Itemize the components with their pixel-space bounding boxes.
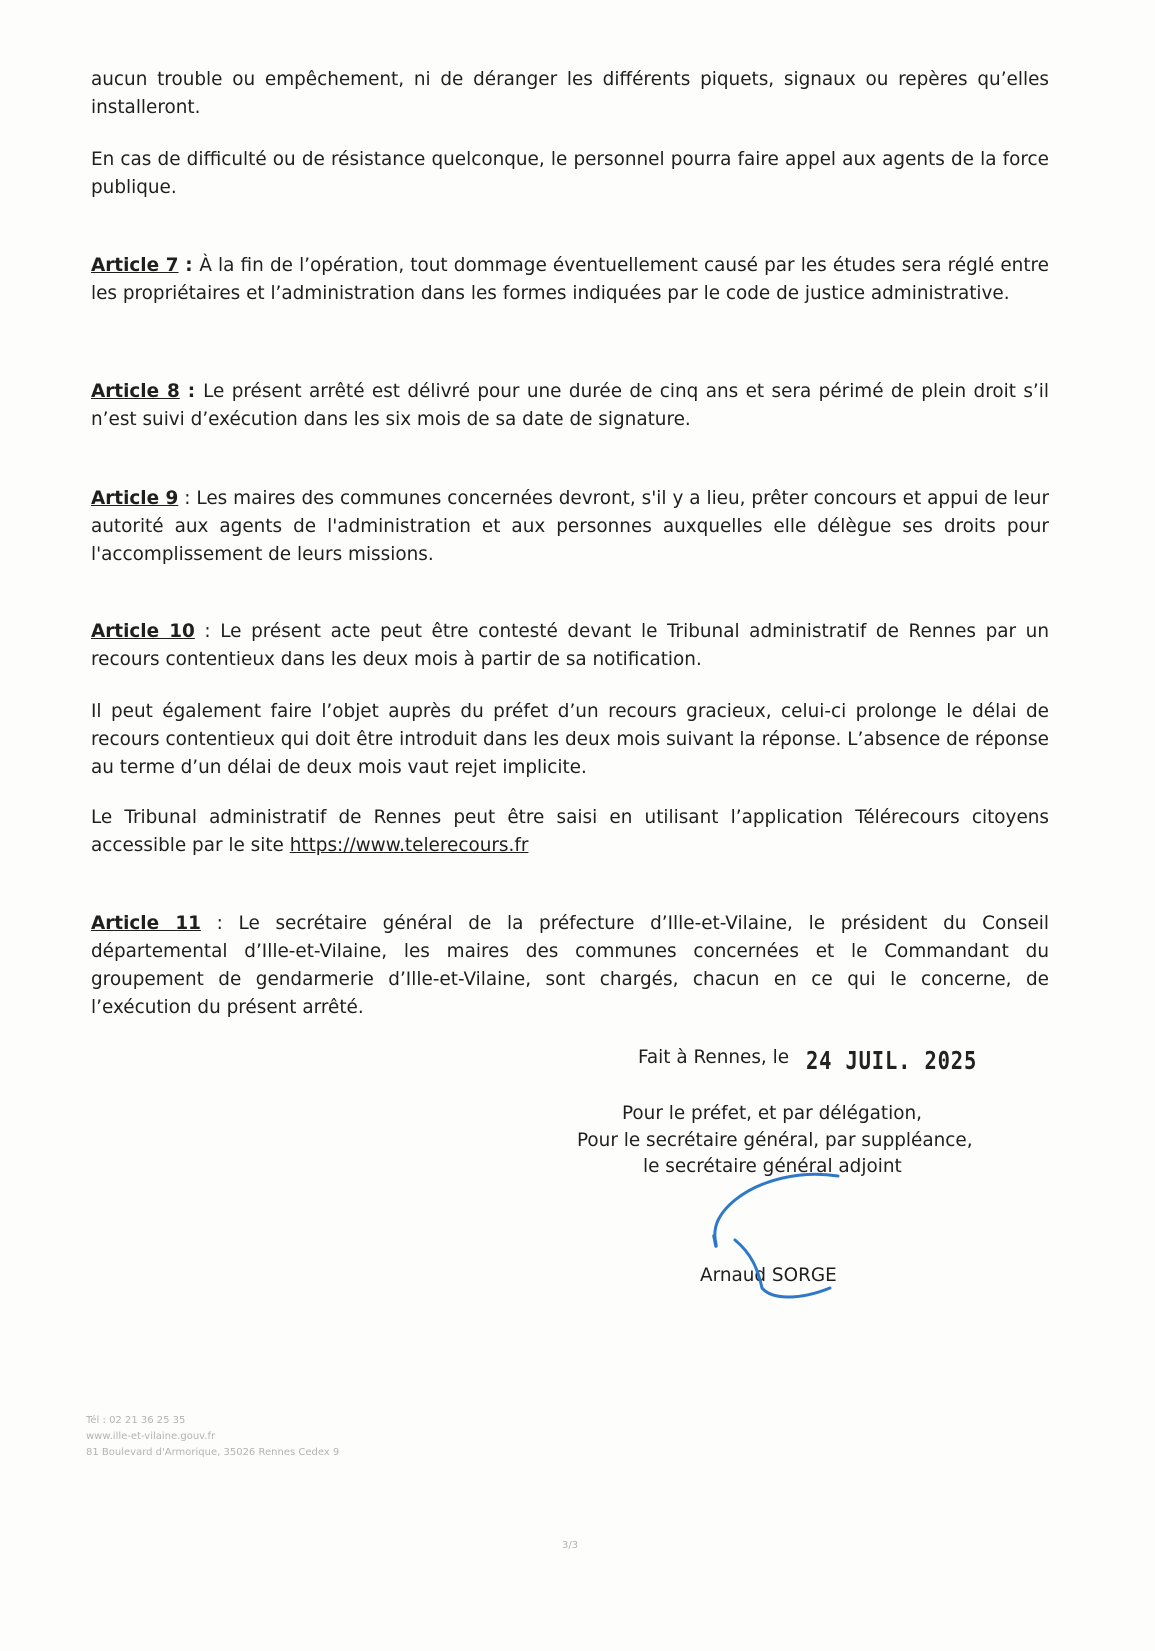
article-11-label: Article 11: [91, 913, 201, 934]
place-of-signing: Fait à Rennes, le: [638, 1047, 790, 1068]
telerecours-text: Le Tribunal administratif de Rennes peut être saisi en utilisant l’application Télérecours citoyens accessible par le site: [91, 807, 1049, 856]
page-number: 3/3: [562, 1540, 579, 1551]
article-9-text: Les maires des communes concernées devront, s'il y a lieu, prêter concours et appui de leur autorité aux agents de l'administration et aux personnes auxquelles elle délègue ses droits pour l'accomplissement de leurs missions.: [91, 488, 1050, 565]
article-8-label: Article 8: [91, 381, 180, 402]
date-stamp: 24 JUIL. 2025: [806, 1046, 978, 1075]
article-11-separator: :: [200, 913, 239, 934]
article-9-separator: :: [178, 488, 197, 509]
telerecours-link[interactable]: https://www.telerecours.fr: [289, 835, 529, 856]
article-11-text: Le secrétaire général de la préfecture d’Ille-et-Vilaine, le président du Conseil départemental d’Ille-et-Vilaine, les maires des communes concernées et le Commandant du groupement de gendarmerie d’Ille-et-Vilaine, sont chargés, chacun en ce qui le concerne, de l’exécution du présent arrêté.: [91, 913, 1049, 1018]
footer-phone: Tél : 02 21 36 25 35: [86, 1415, 186, 1426]
signer-name: Arnaud SORGE: [700, 1265, 837, 1286]
article-7-separator: :: [178, 255, 200, 276]
article-10-text: Le présent acte peut être contesté devant le Tribunal administratif de Rennes par un recours contentieux dans les deux mois à partir de sa notification.: [91, 621, 1049, 670]
intro-paragraph: aucun trouble ou empêchement, ni de déranger les différents piquets, signaux ou repères qu’elles installeront.: [91, 69, 1049, 118]
footer-address: 81 Boulevard d'Armorique, 35026 Rennes Cedex 9: [86, 1447, 340, 1458]
force-publique-paragraph: En cas de difficulté ou de résistance quelconque, le personnel pourra faire appel aux agents de la force publique.: [91, 149, 1049, 198]
article-7-text: À la fin de l’opération, tout dommage éventuellement causé par les études sera réglé entre les propriétaires et l’administration dans les formes indiquées par le code de justice administrative.: [91, 255, 1049, 304]
article-8-separator: :: [179, 381, 204, 402]
article-7-label: Article 7: [91, 255, 179, 276]
article-9-label: Article 9: [91, 488, 179, 509]
article-10-label: Article 10: [91, 621, 195, 642]
signature-delegation-line: Pour le préfet, et par délégation,: [622, 1103, 923, 1124]
footer-website[interactable]: www.ille-et-vilaine.gouv.fr: [86, 1431, 216, 1442]
signature-title-line: le secrétaire général adjoint: [643, 1156, 902, 1177]
article-8-text: Le présent arrêté est délivré pour une durée de cinq ans et sera périmé de plein droit s’il n’est suivi d’exécution dans les six mois de sa date de signature.: [91, 381, 1049, 430]
signature-suppleance-line: Pour le secrétaire général, par suppléance,: [577, 1130, 973, 1151]
article-10-recours-gracieux: Il peut également faire l’objet auprès du préfet d’un recours gracieux, celui-ci prolonge le délai de recours contentieux qui doit être introduit dans les deux mois suivant la réponse. L’absence de réponse au terme d’un délai de deux mois vaut rejet implicite.: [91, 701, 1049, 778]
article-10-separator: :: [194, 621, 221, 642]
